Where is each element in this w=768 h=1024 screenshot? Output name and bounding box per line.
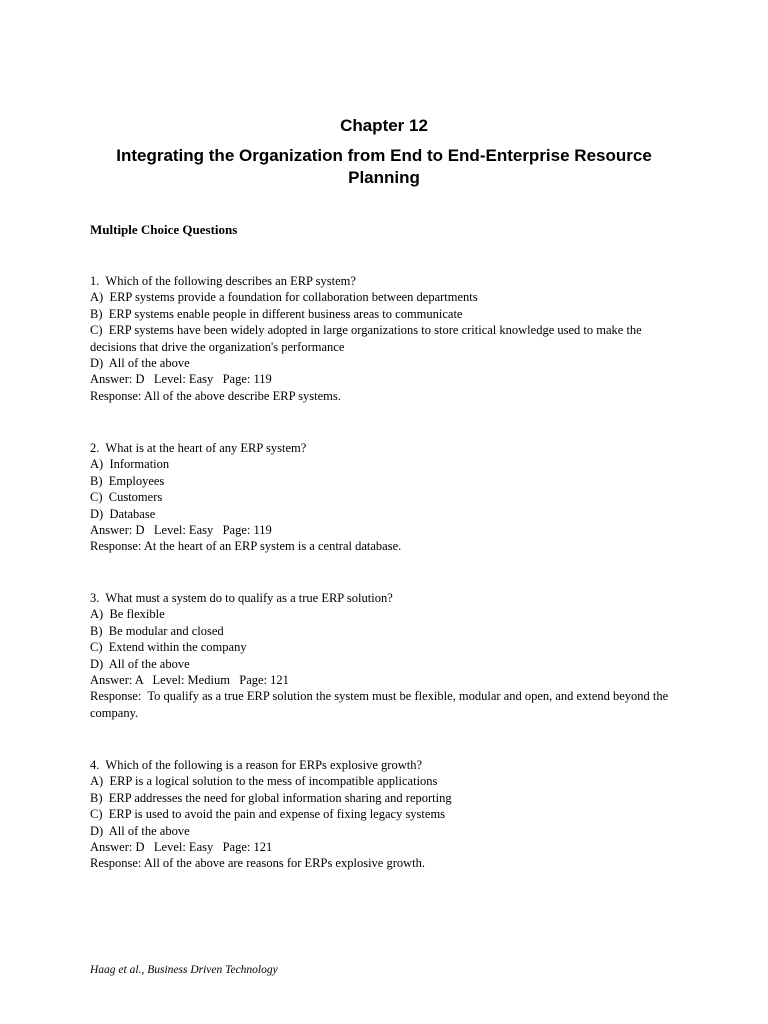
answer-option: C) ERP is used to avoid the pain and expense of fixing legacy systems [90,807,446,822]
chapter-number: Chapter 12 [340,116,428,135]
answer-option: B) Employees [90,473,165,488]
answer-option: A) Be flexible [90,607,165,622]
answer-option: D) Database [90,506,156,521]
answer-option: A) ERP is a logical solution to the mess of incompatible applications [90,774,438,789]
question-text: 3. What must a system do to qualify as a true ERP solution? [90,591,393,605]
response-text: Response: To qualify as a true ERP solution the system must be flexible, modular and open, and extend beyond the company. [90,689,672,720]
answer-key: Answer: A Level: Medium Page: 121 [90,673,289,688]
question-block [90,440,690,555]
answer-option: A) Information [90,457,170,472]
answer-option: D) All of the above [90,823,190,838]
answer-option: C) Extend within the company [90,640,247,655]
page-footer [90,962,278,978]
question-block [90,590,690,721]
answer-option: A) ERP systems provide a foundation for collaboration between departments [90,290,478,305]
response-text: Response: All of the above describe ERP systems. [90,388,341,403]
answer-option: C) ERP systems have been widely adopted in large organizations to store critical knowledge used to make the decisions that drive the organization's performance [90,323,645,354]
answer-option: B) ERP systems enable people in different business areas to communicate [90,306,463,321]
answer-key: Answer: D Level: Easy Page: 121 [90,840,273,855]
answer-option: B) ERP addresses the need for global information sharing and reporting [90,790,452,805]
answer-key: Answer: D Level: Easy Page: 119 [90,372,272,387]
response-text: Response: At the heart of an ERP system is a central database. [90,539,402,554]
footer-authors: Haag et al., [90,964,145,976]
footer-book-title: Business Driven Technology [147,964,278,976]
answer-key: Answer: D Level: Easy Page: 119 [90,523,272,538]
question-text: 1. Which of the following describes an ERP system? [90,274,356,288]
answer-option: C) Customers [90,490,163,505]
section-heading: Multiple Choice Questions [90,222,238,237]
question-block [90,757,690,872]
chapter-title: Integrating the Organization from End to End-Enterprise Resource Planning [116,146,652,187]
answer-option: D) All of the above [90,656,190,671]
answer-option: B) Be modular and closed [90,623,224,638]
question-text: 4. Which of the following is a reason for ERPs explosive growth? [90,758,423,772]
response-text: Response: All of the above are reasons for ERPs explosive growth. [90,856,426,871]
question-text: 2. What is at the heart of any ERP system? [90,441,307,455]
answer-option: D) All of the above [90,356,190,371]
question-block [90,273,690,404]
